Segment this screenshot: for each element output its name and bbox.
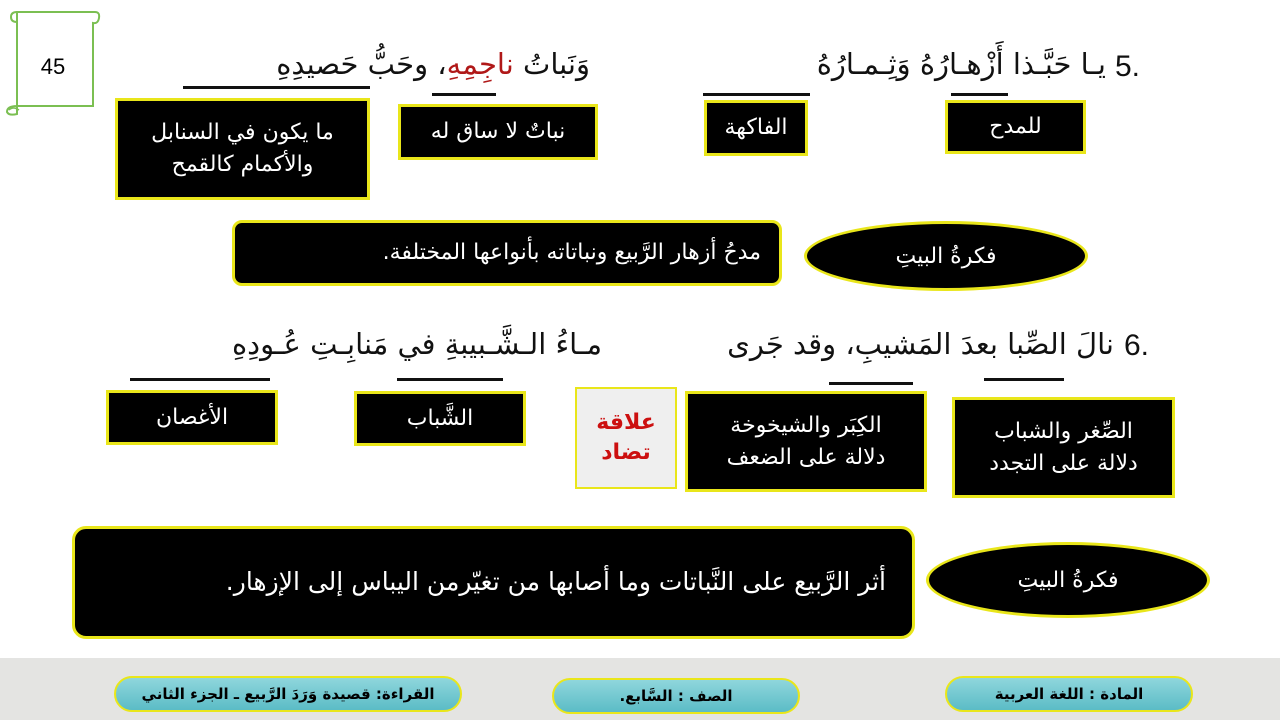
verse5-number: 5. — [1115, 50, 1141, 83]
note-sanabil-line1: ما يكون في السنابل — [151, 120, 334, 146]
note-sanabil-line2: والأكمام كالقمح — [171, 152, 314, 177]
verse5-left-hemistich — [276, 47, 590, 81]
footer-grade: الصف : السَّابع. — [552, 678, 800, 714]
underline-shabiba — [397, 378, 503, 381]
verse5-left-after: ، وحَبُّ حَصيدِهِ — [276, 47, 447, 81]
footer-reading: القراءة: قصيدة وَرَدَ الرَّبيع ـ الجزء الثاني — [114, 676, 462, 712]
underline-siba — [984, 378, 1064, 381]
verse5-highlight-word: ناجِمِهِ — [446, 47, 514, 81]
underline-thimar — [703, 93, 810, 96]
relation-line1: علاقة — [596, 410, 656, 436]
verse5-left-before: وَنَباتُ — [513, 47, 590, 81]
note-sighar — [952, 397, 1175, 498]
note-nabat: نباتٌ لا ساق له — [398, 104, 598, 160]
underline-ud — [130, 378, 270, 381]
footer-subject: المادة : اللغة العربية — [945, 676, 1193, 712]
relation-line2: تضاد — [601, 440, 651, 465]
idea2-label: فكرةُ البيتِ — [926, 542, 1210, 618]
page-number: 45 — [40, 54, 66, 79]
underline-habbadha — [951, 93, 1008, 96]
note-kibar — [685, 391, 927, 492]
note-madh: للمدح — [945, 100, 1086, 154]
verse6-right-hemistich: نالَ الصِّبا بعدَ المَشيبِ، وقد جَرى — [727, 327, 1114, 361]
idea2-text: أثر الرَّبيع على النَّباتات وما أصابها من تغيّرمن اليباس إلى الإزهار. — [72, 526, 915, 639]
note-aghsan: الأغصان — [106, 390, 278, 445]
underline-hasid — [183, 86, 370, 89]
note-shabab: الشَّباب — [354, 391, 526, 446]
verse6-number: 6. — [1124, 329, 1150, 362]
page-number-scroll — [3, 6, 101, 116]
note-sighar-line1: الصِّغر والشباب — [994, 418, 1133, 444]
verse5-right-hemistich: يـا حَبَّـذا أَزْهـارُهُ وَثِـمـارُهُ — [816, 47, 1106, 81]
relation-box — [575, 387, 677, 489]
verse6-left-hemistich: مـاءُ الـشَّـبيبةِ في مَنابِـتِ عُـودِهِ — [231, 327, 602, 361]
note-fakiha: الفاكهة — [704, 100, 808, 156]
idea1-text: مدحُ أزهار الرَّبيع ونباتاته بأنواعها المختلفة. — [232, 220, 782, 286]
note-kibar-line1: الكِبَر والشيخوخة — [730, 412, 882, 438]
note-kibar-line2: دلالة على الضعف — [726, 444, 886, 470]
underline-mashib — [829, 382, 913, 385]
underline-najim — [432, 93, 496, 96]
idea1-label: فكرةُ البيتِ — [804, 221, 1088, 291]
note-sighar-line2: دلالة على التجدد — [989, 450, 1138, 476]
note-sanabil — [115, 98, 370, 200]
